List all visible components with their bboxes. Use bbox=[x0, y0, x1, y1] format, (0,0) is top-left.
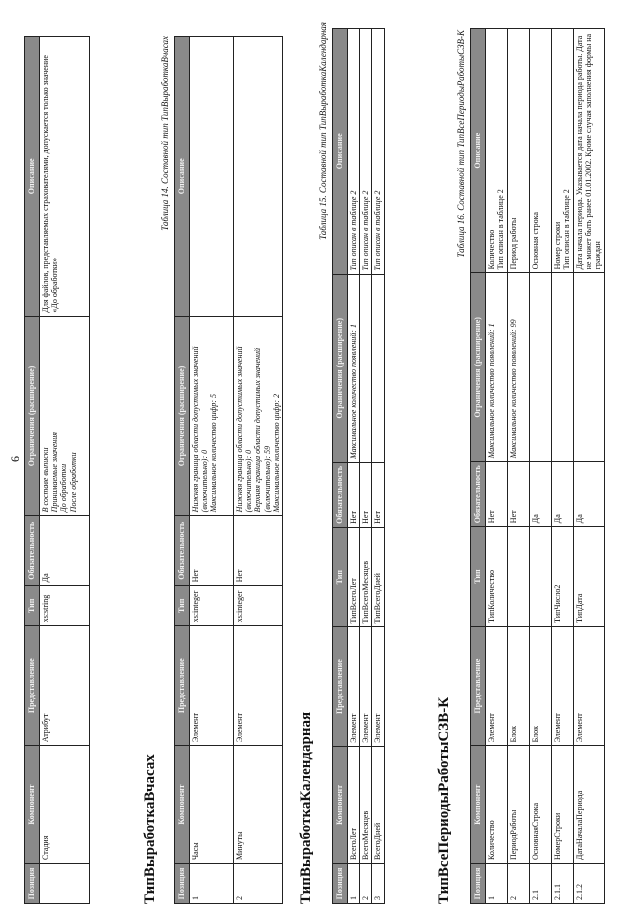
column-header: Представление bbox=[471, 626, 486, 746]
cell-constraints bbox=[574, 273, 605, 462]
table-caption-16: Таблица 16. Составной тип ТипВсеПериодыРаботыСЗВ-К bbox=[456, 30, 466, 258]
column-header: Обязательность bbox=[333, 462, 348, 527]
column-header: Позиция bbox=[25, 864, 40, 904]
cell-req: Нет bbox=[348, 462, 360, 527]
page-number: 6 bbox=[8, 456, 22, 462]
table-header-row bbox=[25, 37, 40, 904]
column-header: Описание bbox=[333, 29, 348, 275]
cell-req: Да bbox=[530, 462, 552, 527]
cell-desc: Для файлов, представляемых страхователями, допускается только значение «До обработки» bbox=[40, 37, 90, 317]
cell-req: Да bbox=[552, 462, 574, 527]
cell-component: ПериодРаботы bbox=[508, 746, 530, 864]
cell-type: ТипДата bbox=[574, 527, 605, 627]
column-header: Обязательность bbox=[471, 462, 486, 527]
cell-component: ВсегоДней bbox=[372, 746, 384, 863]
cell-desc: Номер строки Тип описан в таблице 2 bbox=[552, 29, 574, 273]
table-row bbox=[552, 29, 574, 904]
column-header: Компонент bbox=[333, 746, 348, 863]
cell-component: ВсегоЛет bbox=[348, 746, 360, 863]
cell-type: xs:integer bbox=[190, 586, 234, 626]
cell-constraints: Максимальное количество появлений: 1 bbox=[486, 273, 508, 462]
table-body bbox=[190, 37, 283, 904]
column-header: Позиция bbox=[333, 864, 348, 904]
cell-component: ВсегоМесяцев bbox=[360, 746, 372, 863]
cell-component: Минуты bbox=[234, 746, 283, 864]
table-16 bbox=[470, 28, 605, 904]
table-continuation bbox=[24, 36, 90, 904]
table-header-row bbox=[175, 37, 190, 904]
cell-req: Да bbox=[574, 462, 605, 527]
cell-pos: 2.1 bbox=[530, 864, 552, 904]
table-row bbox=[360, 29, 372, 904]
cell-type: xs:string bbox=[40, 586, 90, 626]
cell-desc: Основная строка bbox=[530, 29, 552, 273]
table-row bbox=[348, 29, 360, 904]
cell-type: xs:integer bbox=[234, 586, 283, 626]
column-header: Представление bbox=[175, 626, 190, 746]
table-row bbox=[190, 37, 234, 904]
table-14 bbox=[174, 36, 283, 904]
cell-pos: 1 bbox=[190, 864, 234, 904]
cell-component: Количество bbox=[486, 746, 508, 864]
cell-desc: Дата начала периода. Указывается дата начала периода работы. Дата не может быть ранее 01.01.2002. Кроме случая заполнения формы на граждан bbox=[574, 29, 605, 273]
column-header: Тип bbox=[25, 586, 40, 626]
cell-repr: Элемент bbox=[348, 627, 360, 746]
table-row bbox=[372, 29, 384, 904]
section-heading-1: ТипВыработкаВчасах bbox=[142, 754, 158, 904]
cell-constraints: В составе выписки Принимаемые значения До обработки После обработки bbox=[40, 316, 90, 516]
cell-req: Нет bbox=[508, 462, 530, 527]
cell-constraints: Нижняя граница области допустимых значений (включительно): 0 Максимальное количество цифр: 5 bbox=[190, 316, 234, 516]
column-header: Позиция bbox=[471, 864, 486, 904]
table-header-row bbox=[471, 29, 486, 904]
cell-desc: Тип описан в таблице 2 bbox=[360, 29, 372, 275]
cell-pos bbox=[40, 864, 90, 904]
cell-constraints: Нижняя граница области допустимых значений (включительно): 0 Верхняя граница области допустимых значений (включительно): 59 Максимальное количество цифр: 2 bbox=[234, 316, 283, 516]
cell-type: ТипВсегоДней bbox=[372, 527, 384, 627]
cell-pos: 1 bbox=[486, 864, 508, 904]
cell-req: Нет bbox=[360, 462, 372, 527]
cell-pos: 2.1.2 bbox=[574, 864, 605, 904]
cell-constraints bbox=[372, 274, 384, 462]
cell-pos: 1 bbox=[348, 864, 360, 904]
column-header: Обязательность bbox=[175, 516, 190, 586]
cell-req: Нет bbox=[486, 462, 508, 527]
cell-type: ТипКоличество bbox=[486, 527, 508, 627]
cell-type: ТипВсегоМесяцев bbox=[360, 527, 372, 627]
cell-repr: Элемент bbox=[486, 626, 508, 746]
cell-pos: 3 bbox=[372, 864, 384, 904]
cell-repr: Элемент bbox=[574, 626, 605, 746]
table-header-row bbox=[333, 29, 348, 904]
column-header: Описание bbox=[471, 29, 486, 273]
cell-repr: Элемент bbox=[372, 627, 384, 746]
column-header: Представление bbox=[25, 626, 40, 746]
cell-repr: Элемент bbox=[190, 626, 234, 746]
cell-component: Стадия bbox=[40, 746, 90, 864]
table-body bbox=[348, 29, 385, 904]
column-header: Ограничения (расширение) bbox=[333, 274, 348, 462]
table-row bbox=[508, 29, 530, 904]
cell-req: Нет bbox=[234, 516, 283, 586]
column-header: Тип bbox=[471, 527, 486, 627]
column-header: Тип bbox=[175, 586, 190, 626]
cell-pos: 2.1.1 bbox=[552, 864, 574, 904]
cell-repr: Блок bbox=[530, 626, 552, 746]
column-header: Позиция bbox=[175, 864, 190, 904]
column-header: Ограничения (расширение) bbox=[471, 273, 486, 462]
table-row bbox=[530, 29, 552, 904]
cell-req: Нет bbox=[372, 462, 384, 527]
column-header: Описание bbox=[25, 37, 40, 317]
column-header: Представление bbox=[333, 627, 348, 746]
table-caption-15: Таблица 15. Составной тип ТипВыработкаКалендарная bbox=[318, 22, 328, 240]
table-15 bbox=[332, 28, 385, 904]
section-heading-3: ТипВсеПериодыРаботыСЗВ-К bbox=[436, 696, 452, 904]
cell-desc: Тип описан в таблице 2 bbox=[348, 29, 360, 275]
column-header: Обязательность bbox=[25, 516, 40, 586]
column-header: Компонент bbox=[175, 746, 190, 864]
column-header: Компонент bbox=[471, 746, 486, 864]
cell-repr: Элемент bbox=[234, 626, 283, 746]
cell-repr: Блок bbox=[508, 626, 530, 746]
cell-constraints bbox=[530, 273, 552, 462]
cell-pos: 2 bbox=[360, 864, 372, 904]
column-header: Описание bbox=[175, 37, 190, 317]
cell-constraints: Максимальное количество появлений: 99 bbox=[508, 273, 530, 462]
cell-component: Часы bbox=[190, 746, 234, 864]
column-header: Ограничения (расширение) bbox=[175, 316, 190, 516]
column-header: Ограничения (расширение) bbox=[25, 316, 40, 516]
cell-constraints bbox=[552, 273, 574, 462]
table-body bbox=[40, 37, 90, 904]
cell-constraints bbox=[360, 274, 372, 462]
column-header: Тип bbox=[333, 527, 348, 627]
cell-type bbox=[508, 527, 530, 627]
cell-req: Да bbox=[40, 516, 90, 586]
section-heading-2: ТипВыработкаКалендарная bbox=[298, 711, 314, 904]
cell-desc: Количество Тип описан в таблице 2 bbox=[486, 29, 508, 273]
cell-desc bbox=[190, 37, 234, 317]
cell-repr: Элемент bbox=[552, 626, 574, 746]
cell-req: Нет bbox=[190, 516, 234, 586]
cell-component: НомерСтроки bbox=[552, 746, 574, 864]
table-row bbox=[40, 37, 90, 904]
cell-component: ОсновнаяСтрока bbox=[530, 746, 552, 864]
cell-desc: Период работы bbox=[508, 29, 530, 273]
cell-type: ТипВсегоЛет bbox=[348, 527, 360, 627]
table-row bbox=[486, 29, 508, 904]
cell-constraints: Максимальное количество появлений: 1 bbox=[348, 274, 360, 462]
table-row bbox=[574, 29, 605, 904]
cell-component: ДатаНачалаПериода bbox=[574, 746, 605, 864]
table-caption-14: Таблица 14. Составной тип ТипВыработкаВчасах bbox=[160, 36, 170, 231]
column-header: Компонент bbox=[25, 746, 40, 864]
table-row bbox=[234, 37, 283, 904]
cell-repr: Атрибут bbox=[40, 626, 90, 746]
cell-desc: Тип описан в таблице 2 bbox=[372, 29, 384, 275]
cell-pos: 2 bbox=[234, 864, 283, 904]
cell-desc bbox=[234, 37, 283, 317]
cell-pos: 2 bbox=[508, 864, 530, 904]
cell-type bbox=[530, 527, 552, 627]
table-body bbox=[486, 29, 605, 904]
cell-repr: Элемент bbox=[360, 627, 372, 746]
cell-type: ТипЧисло2 bbox=[552, 527, 574, 627]
